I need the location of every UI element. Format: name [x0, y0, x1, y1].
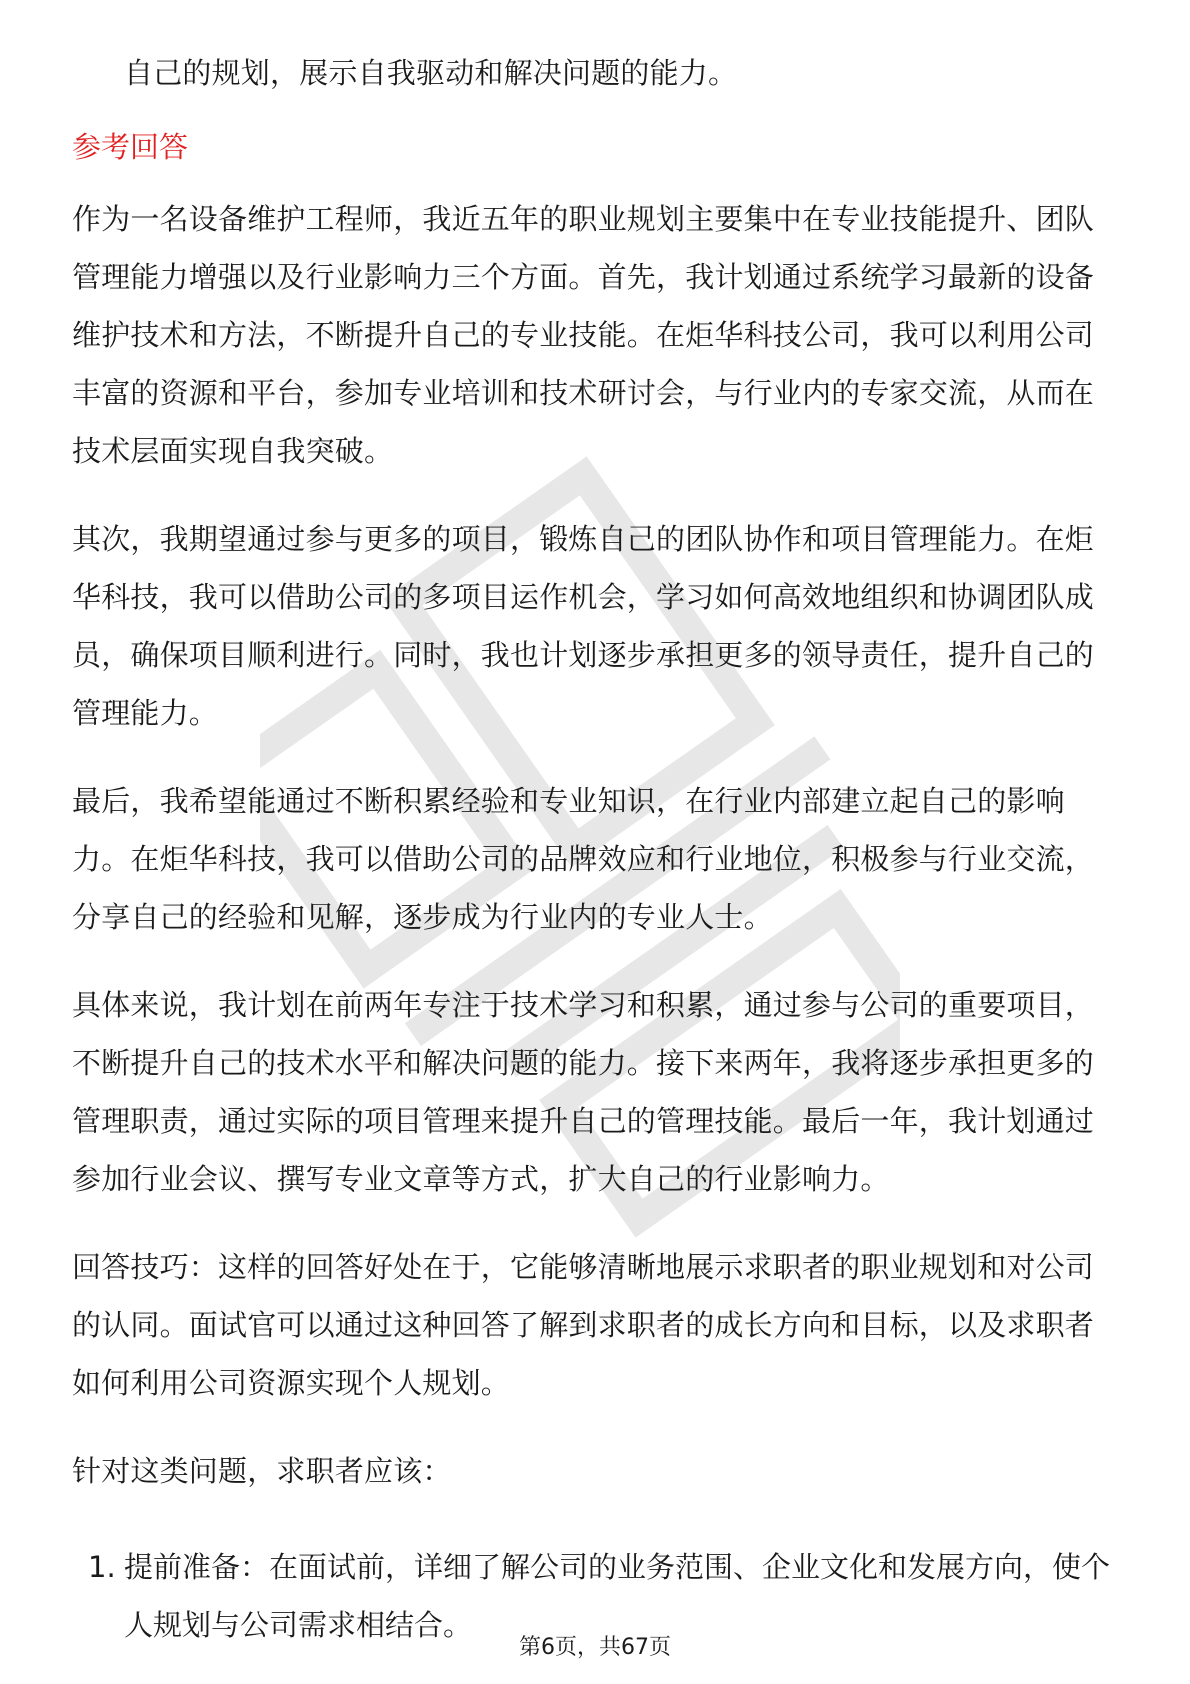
paragraph-3: 最后，我希望能通过不断积累经验和专业知识，在行业内部建立起自己的影响力。在炬华科技，我可以借助公司的品牌效应和行业地位，积极参与行业交流，分享自己的经验和见解，逐步成为行业内的专业人士。 [72, 784, 1095, 934]
page-number-footer: 第6页，共67页 [519, 1635, 671, 1660]
list-item-text: 提前准备：在面试前，详细了解公司的业务范围、企业文化和发展方向，使个人规划与公司需求相结合。 [124, 1550, 1111, 1642]
continuation-text: 自己的规划，展示自我驱动和解决问题的能力。 [124, 56, 738, 90]
paragraph-2: 其次，我期望通过参与更多的项目，锻炼自己的团队协作和项目管理能力。在炬华科技，我可以借助公司的多项目运作机会，学习如何高效地组织和协调团队成员，确保项目顺利进行。同时，我也计划逐步承担更多的领导责任，提升自己的管理能力。 [72, 522, 1095, 730]
answer-tips-paragraph: 回答技巧：这样的回答好处在于，它能够清晰地展示求职者的职业规划和对公司的认同。面试官可以通过这种回答了解到求职者的成长方向和目标，以及求职者如何利用公司资源实现个人规划。 [72, 1250, 1095, 1400]
section-heading: 参考回答 [72, 130, 189, 164]
guidance-intro: 针对这类问题，求职者应该： [72, 1454, 452, 1488]
paragraph-4: 具体来说，我计划在前两年专注于技术学习和积累，通过参与公司的重要项目，不断提升自己的技术水平和解决问题的能力。接下来两年，我将逐步承担更多的管理职责，通过实际的项目管理来提升自己的管理技能。最后一年，我计划通过参加行业会议、撰写专业文章等方式，扩大自己的行业影响力。 [72, 988, 1095, 1196]
list-item-number: 1. [88, 1550, 116, 1584]
document-content [72, 44, 1122, 1654]
paragraph-1: 作为一名设备维护工程师，我近五年的职业规划主要集中在专业技能提升、团队管理能力增强以及行业影响力三个方面。首先，我计划通过系统学习最新的设备维护技术和方法，不断提升自己的专业技能。在炬华科技公司，我可以利用公司丰富的资源和平台，参加专业培训和技术研讨会，与行业内的专家交流，从而在技术层面实现自我突破。 [72, 202, 1095, 468]
